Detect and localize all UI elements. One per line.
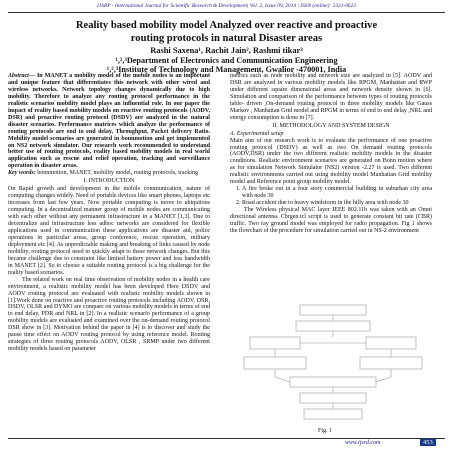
paper-title: [20, 20, 433, 45]
related-work-paragraph: metrics such as node mobility and network size are analyzed in [5]. AODV and DSR are analyzed in various mobility models like RPGM, Manhattan and RWP under different square dimensional areas and network density shown in [6]. Simulation and comparison of the performance between types of routing protocols table- driven ,On-demand routing protocol in three mobility models like Gauss Markov , Manhattan Grid model and RPGM in terms of end to end delay ,NRL and energy consumption is done in [7].: [230, 73, 432, 121]
flowchart-box: [366, 337, 416, 349]
flowchart-box: [290, 377, 376, 387]
affiliation-2: ¹,²,³Institute of Technology and Management, Gwalior -470001, India: [106, 65, 347, 74]
experimental-paragraph-1: Main aim of our research work is to evaluate the performance of one proactive routing protocol (DSDV) as well as two On demand routing protocols (AODV,DSR) under the two different realistic mobility models in the disaster conditions. Realistic environment scenarios are generated on Bonn motion where as for simulation Network Simulator (NS2) version -2.27 is used. Two different realistic environments carried out using mobility model Manhattan Grid mobility model and Reference point group mobility model.: [230, 137, 432, 186]
experimental-paragraph-2: The Wireless physical MAC layer IEEE 802.11b was taken with an Omni directional antenna. Cbrgen.tcl script is used to generate constant bit rate (CBR) traffic. Two ray ground model was employed for radio propagation. Fig 1 shows the flowchart of the procedure for simulation carried out in NS-2 environment: [230, 207, 432, 234]
figure-caption: Fig. 1: [318, 428, 333, 434]
methodology-heading: II. METHODOLOGY AND SYSTEM DESIGN: [272, 122, 390, 129]
flowchart-box: [244, 357, 306, 369]
author-block: [20, 46, 433, 75]
journal-header: IJSRP - International Journal for Scientific Research & Development| Vol. 2, Issue 09, 2014 | ISSN (online): 2321-0613: [97, 3, 356, 9]
list-item: 2. Road accident due to heavy windstorm in the hilly area with node 30: [242, 200, 432, 207]
flowchart-connector: [376, 377, 391, 382]
flowchart-box: [296, 321, 370, 331]
footer-url[interactable]: www.ijsrd.com: [345, 440, 381, 446]
abstract-label: Abstract: [8, 73, 29, 79]
left-column: [8, 73, 210, 353]
keywords: [8, 170, 210, 177]
page-number: 453: [420, 439, 436, 446]
right-column: [230, 73, 432, 235]
flowchart-box: [300, 305, 366, 315]
flowchart-box: [250, 337, 300, 349]
title-line-1: Reality based mobility model Analyzed over reactive and proactive: [75, 20, 378, 31]
footer-rule: [8, 438, 445, 439]
flowchart-figure: [230, 303, 436, 425]
title-line-2: routing protocols in natural Disaster areas: [130, 32, 323, 44]
flowchart-box: [300, 393, 366, 403]
abstract-text: — In MANET a mobility model of the mobile nodes is an important and unique feature that differentiates this network with other wired and wireless networks. Network topology changes dynamically due to high mobility. Therefore to analyze any routing protocol performance in the realistic scenarios mobility model plays an influential role. In our paper the impact of reality based mobility models on reactive routing protocols (AODV, DSR) and proactive routing protocol (DSDV) are analyzed in the natural disaster scenarios. Performance matrices which analyze the performance of routing protocols are end to end delay, Throughput, Packet delivery Ratio. Mobility model scenarios are generated in bonnmotion and get implemented on NS2 network simulator. Our research work recommended to understand better use of routing protocols, reality based mobility models in real world application such as rescue and relief operation, tracking and surveillance operation in disaster areas.: [8, 73, 210, 170]
intro-paragraph-1: On Rapid growth and development in the mobile communication, nature of computing changes widely. Need of portable devices like smart phones, laptops etc increases from last few years. Now portable computing is move to ubiquitous computing. In a decentralized manner group of mobile nodes are communicating with each other without any permanent infrastructure in a MANET [1,3]. Due to decentralize and infrastructure less adhoc networks are considered for flexible applications used in communication these applications are disaster aid, police operations in particular areas, group conference, rescue operation, military deployment etc [4]. As unpredictable making and breaking of links caused by node mobility, routing protocol need to quickly adapt to these network changes. But this became challenge due to constraint like limited battery power and less bandwidth in MANET [2]. So to choose a suitable routing protocol is a big challenge for the reality based scenarios.: [8, 186, 210, 276]
authors: Rashi Saxena¹, Rachit Jain², Rashmi tikar³: [150, 46, 303, 55]
flowchart-box: [304, 409, 362, 419]
flowchart-box: [360, 357, 422, 369]
abstract: [8, 73, 210, 170]
affiliation-1: ¹,²,³Department of Electronics and Communication Engineering: [115, 55, 338, 65]
keywords-text: bonnmotion, MANET, mobility model, routing protocols, tracking: [37, 170, 199, 177]
intro-heading: I. INTRODUCTION: [83, 178, 135, 185]
experimental-setup-heading: A. Experimental setup: [230, 130, 284, 137]
keywords-label: Key words:: [8, 170, 36, 177]
intro-paragraph-2: The related work on real time observation of mobility nodes in a health care environment, a realistic mobility model has been developed Here DSDV and AODV routing protocol are evaluated with realistic mobility models shown in [1].Work done on reactive and proactive routing protocols including AODV, DSR, DSDV, OLSR and DYMO are compare on various mobility models in terms of end to end delay, PDR and NRL in [2]. In a realistic scenario performance of a group mobility models are evaluated and examined over the on-demand routing protocol DSR show in [3]. Motivation behind the paper in [4] is to discover and study the pause time effect on AODV routing protocol by using reference model. Routing strategies of three routing protocols AODV, OLSR , SRMP under two different mobility models based on parameter: [8, 276, 210, 353]
list-item: 1. A fire broke out in a four story commercial building in suburban city area with node 30: [242, 186, 432, 200]
header-rule: [8, 12, 445, 13]
scenario-list: [230, 186, 432, 207]
flowchart-connector: [275, 377, 290, 382]
